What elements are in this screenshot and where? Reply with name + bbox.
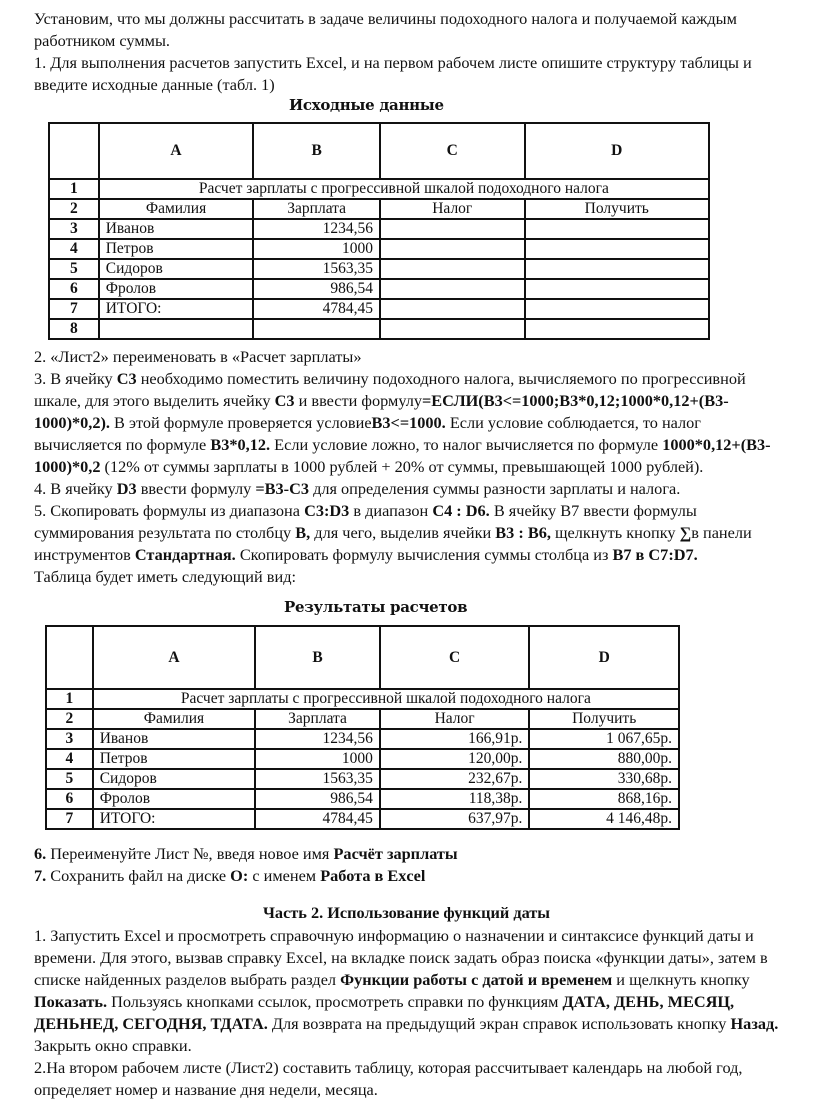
column-header: A (93, 626, 255, 689)
table-cell (525, 259, 709, 279)
paragraph (34, 1057, 779, 1101)
table-cell: 880,00р. (529, 749, 679, 769)
text: 3. В ячейку (34, 369, 117, 388)
text: 1. Для выполнения расчетов запустить Excel, и на первом рабочем листе опишите структуру таблицы и введите исходные данные (табл. 1) (34, 53, 752, 94)
text: для определения суммы разности зарплаты и налога. (309, 479, 681, 498)
column-header: B (253, 123, 380, 179)
text: и щелкнуть кнопку (612, 970, 750, 989)
table-cell (525, 299, 709, 319)
table-cell: 166,91р. (380, 729, 530, 749)
table-cell (380, 239, 525, 259)
table2-title: Результаты расчетов (284, 598, 468, 616)
table-cell: Зарплата (255, 709, 380, 729)
row-number: 8 (49, 319, 99, 339)
table-row (49, 319, 709, 339)
table-cell: 1234,56 (253, 219, 380, 239)
table-cell: Расчет зарплаты с прогрессивной шкалой подоходного налога (99, 179, 709, 199)
paragraph (34, 368, 779, 478)
text: в панели инструментов (34, 523, 752, 564)
row-number: 5 (49, 259, 99, 279)
bold-text: Назад. (730, 1014, 779, 1033)
text: Сохранить файл на диске (46, 866, 231, 885)
table-cell (99, 319, 254, 339)
table-cell: 637,97р. (380, 809, 530, 829)
table-cell: 1000 (255, 749, 380, 769)
table-cell (253, 319, 380, 339)
text: 5. Скопировать формулы из диапазона (34, 501, 305, 520)
paragraph (34, 843, 779, 865)
table-cell: ИТОГО: (99, 299, 254, 319)
row-number: 2 (49, 199, 99, 219)
paragraph (34, 865, 779, 887)
table-cell: 986,54 (253, 279, 380, 299)
part2-text (34, 925, 779, 1101)
row-number: 6 (49, 279, 99, 299)
steps-text (34, 346, 779, 588)
bold-text: Работа в Excel (320, 866, 426, 885)
text: Если условие соблюдается, то налог вычисляется по формуле (34, 413, 701, 454)
text: (12% от суммы зарплаты в 1000 рублей + 20% от суммы, превышающей 1000 рублей). (100, 457, 704, 476)
text: 1. Запустить Excel и просмотреть справочную информацию о назначении и синтаксисе функций даты и времени. Для этого, вызвав справку Excel, на вкладке поиск задать образ поиска «функции даты», затем в списке найденных разделов выбрать раздел (34, 926, 768, 989)
row-number: 2 (46, 709, 93, 729)
row-number: 7 (46, 809, 93, 829)
text: Пользуясь кнопками ссылок, просмотреть справки по функциям (107, 992, 563, 1011)
row-number: 3 (49, 219, 99, 239)
bold-text: С4 : D6. (432, 501, 490, 520)
table-cell: 4 146,48р. (529, 809, 679, 829)
paragraph (34, 52, 779, 96)
table-cell (380, 319, 525, 339)
text: с именем (248, 866, 321, 885)
bold-text: ∑ (679, 523, 692, 542)
table-cell: 986,54 (255, 789, 380, 809)
text: Закрыть окно справки. (34, 1036, 192, 1055)
bold-text: В3 : В6, (495, 523, 551, 542)
table-cell: 1000 (253, 239, 380, 259)
bold-text: 7. (34, 866, 47, 885)
row-number: 7 (49, 299, 99, 319)
table-row (49, 239, 709, 259)
column-header: C (380, 626, 530, 689)
text: 2.На втором рабочем листе (Лист2) составить таблицу, которая рассчитывает календарь на любой год, определяет номер и название дня недели, месяца. (34, 1058, 743, 1099)
bold-text: =ЕСЛИ(В3<=1000;В3*0,12;1000*0,12+(В3-1000)*0,2). (34, 391, 729, 432)
column-header: B (255, 626, 380, 689)
table-cell: 4784,45 (253, 299, 380, 319)
text: В ячейку В7 ввести формулы суммирования результата по столбцу (34, 501, 697, 542)
paragraph (34, 566, 779, 588)
bold-text: Стандартная. (134, 545, 236, 564)
row-number: 4 (46, 749, 93, 769)
table-row (49, 299, 709, 319)
row-number: 1 (49, 179, 99, 199)
text: в диапазон (349, 501, 433, 520)
bold-text: D3 (116, 479, 137, 498)
bold-text: В, (295, 523, 311, 542)
table-cell: Сидоров (99, 259, 254, 279)
table-cell: Получить (529, 709, 679, 729)
table1-title: Исходные данные (289, 96, 444, 114)
table-row (46, 709, 679, 729)
table-cell: 1563,35 (253, 259, 380, 279)
table-cell: Фролов (99, 279, 254, 299)
text: щелкнуть кнопку (550, 523, 680, 542)
bold-text: Функции работы с датой и временем (340, 970, 613, 989)
table-row (49, 259, 709, 279)
table-cell: Фамилия (99, 199, 254, 219)
bold-text: В3<=1000. (371, 413, 446, 432)
table-cell (380, 279, 525, 299)
table-cell: 1 067,65р. (529, 729, 679, 749)
table-cell (525, 279, 709, 299)
text: для чего, выделив ячейки (310, 523, 496, 542)
column-header-row (49, 123, 709, 179)
text: необходимо поместить величину подоходного налога, вычисляемого по прогрессивной шкале, для этого выделить ячейку (34, 369, 746, 410)
paragraph (34, 478, 779, 500)
table-row (46, 769, 679, 789)
column-header (46, 626, 93, 689)
bold-text: 6. (34, 844, 47, 863)
bold-text: О: (230, 866, 249, 885)
column-header-row (46, 626, 679, 689)
bold-text: В3*0,12. (210, 435, 271, 454)
table-cell: 1234,56 (255, 729, 380, 749)
table-cell: Зарплата (253, 199, 380, 219)
table-row (49, 279, 709, 299)
text: Скопировать формулу вычисления суммы столбца из (235, 545, 613, 564)
paragraph (34, 346, 779, 368)
table-cell: 120,00р. (380, 749, 530, 769)
table-source-data (48, 122, 710, 340)
text: В этой формуле проверяется условие (109, 413, 372, 432)
row-number: 5 (46, 769, 93, 789)
bold-text: С3:D3 (304, 501, 350, 520)
text: Таблица будет иметь следующий вид: (34, 567, 297, 586)
table-cell: Фролов (93, 789, 255, 809)
table-cell: Получить (525, 199, 709, 219)
bold-text: ДАТА, ДЕНЬ, МЕСЯЦ, ДЕНЬНЕД, СЕГОДНЯ, ТДАТА. (34, 992, 735, 1033)
column-header: D (529, 626, 679, 689)
bold-text: =В3-С3 (255, 479, 309, 498)
table-row (46, 749, 679, 769)
table-cell: Налог (380, 199, 525, 219)
text: Если условие ложно, то налог вычисляется по формуле (270, 435, 663, 454)
row-number: 3 (46, 729, 93, 749)
bold-text: 1000*0,12+(В3-1000)*0,2 (34, 435, 771, 476)
column-header: C (380, 123, 525, 179)
table-row (49, 199, 709, 219)
table-cell: 330,68р. (529, 769, 679, 789)
text: 2. «Лист2» переименовать в «Расчет зарплаты» (34, 347, 362, 366)
table-cell: 1563,35 (255, 769, 380, 789)
table-row (46, 729, 679, 749)
table-cell (525, 319, 709, 339)
table-cell: Сидоров (93, 769, 255, 789)
table-cell (525, 219, 709, 239)
table-cell: 118,38р. (380, 789, 530, 809)
bold-text: Расчёт зарплаты (333, 844, 458, 863)
part2-heading: Часть 2. Использование функций даты (262, 903, 551, 922)
bold-text: В7 в С7:D7. (612, 545, 698, 564)
row-number: 1 (46, 689, 93, 709)
text: Переименуйте Лист №, введя новое имя (46, 844, 334, 863)
table-cell: 4784,45 (255, 809, 380, 829)
table-row (46, 809, 679, 829)
table-row (49, 219, 709, 239)
column-header: D (525, 123, 709, 179)
paragraph (34, 8, 779, 52)
table-cell: 868,16р. (529, 789, 679, 809)
table-row (49, 179, 709, 199)
table-cell: Налог (380, 709, 530, 729)
paragraph (34, 925, 779, 1057)
bold-text: С3 (274, 391, 295, 410)
table-cell (380, 299, 525, 319)
table-row (46, 689, 679, 709)
paragraph (34, 500, 779, 566)
table-row (46, 789, 679, 809)
table-cell: Иванов (99, 219, 254, 239)
text: и ввести формулу (294, 391, 423, 410)
column-header: A (99, 123, 254, 179)
table-cell: Расчет зарплаты с прогрессивной шкалой подоходного налога (93, 689, 679, 709)
table-cell: 232,67р. (380, 769, 530, 789)
text: 4. В ячейку (34, 479, 117, 498)
text: ввести формулу (136, 479, 256, 498)
table-cell (380, 219, 525, 239)
table-results (45, 625, 680, 830)
table-cell: Иванов (93, 729, 255, 749)
text: Установим, что мы должны рассчитать в задаче величины подоходного налога и получаемой каждым работником суммы. (34, 9, 737, 50)
table-cell: ИТОГО: (93, 809, 255, 829)
text: Для возврата на предыдущий экран справок использовать кнопку (267, 1014, 731, 1033)
row-number: 6 (46, 789, 93, 809)
table-cell (380, 259, 525, 279)
column-header (49, 123, 99, 179)
intro-text (34, 8, 779, 96)
table-cell (525, 239, 709, 259)
table-cell: Фамилия (93, 709, 255, 729)
final-steps-text (34, 843, 779, 887)
bold-text: С3 (116, 369, 137, 388)
table-cell: Петров (93, 749, 255, 769)
table-cell: Петров (99, 239, 254, 259)
row-number: 4 (49, 239, 99, 259)
bold-text: Показать. (34, 992, 108, 1011)
